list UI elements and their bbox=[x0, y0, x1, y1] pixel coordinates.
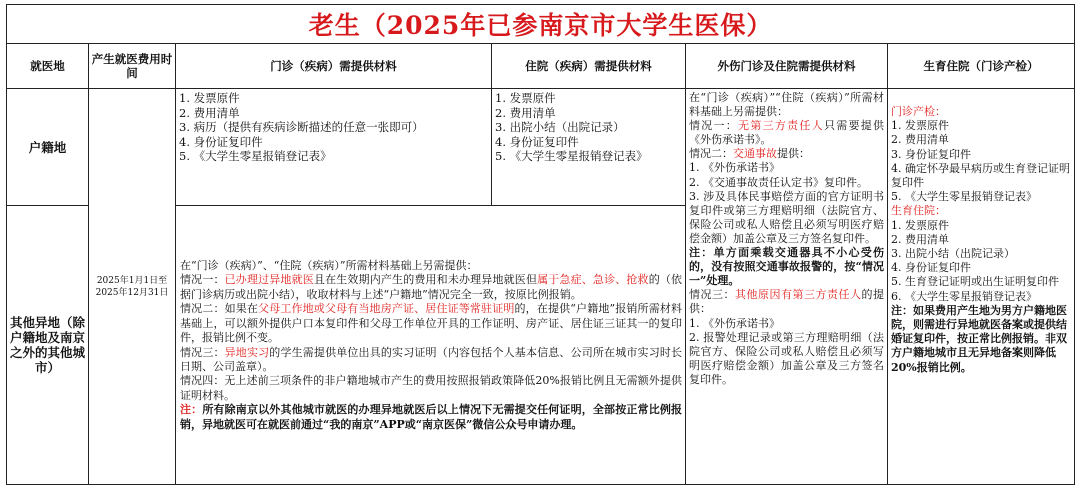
huji-outpatient-list bbox=[176, 89, 492, 206]
other-case-1: 情况一：已办理过异地就医且在生效期内产生的费用和未办理异地就医但属于急症、急诊、抢救的（依据门诊病历或出院小结），收取材料与上述“户籍地”情况完全一致，按原比例报销。 bbox=[180, 273, 683, 301]
maternity-note: 注：如果费用产生地为男方户籍地医院，则需进行异地就医备案或提供结婚证复印件，按正常比例报销。非双方户籍地城市且无异地备案则降低20%报销比例。 bbox=[891, 303, 1067, 374]
policy-table-container bbox=[6, 4, 1074, 485]
other-case-3: 情况三：异地实习的学生需提供单位出具的实习证明（内容包括个人基本信息、公司所在城市实习时长日期、公司盖章）。 bbox=[180, 345, 683, 373]
huji-inpatient-list bbox=[492, 89, 686, 206]
list-item: 4. 身份证复印件 bbox=[179, 134, 263, 149]
list-item: 1. 发票原件 bbox=[891, 119, 949, 133]
list-item: 2. 费用清单 bbox=[179, 105, 240, 120]
hospital-label: 生育住院： bbox=[891, 204, 946, 218]
list-item: 4. 身份证复印件 bbox=[891, 261, 971, 275]
other-note: 注：所有除南京以外其他城市就医的办理异地就医后以上情况下无需提交任何证明，全部按正常比例报销，异地就医可在就医前通过“我的南京”APP或“南京医保”微信公众号申请办理。 bbox=[180, 403, 683, 431]
list-item: 5. 《大学生零星报销登记表》 bbox=[495, 149, 648, 164]
list-item: 1. 发票原件 bbox=[495, 91, 556, 105]
injury-case-1-highlight: 无第三方责任人 bbox=[738, 119, 824, 133]
page-title: 老生（2025年已参南京市大学生医保） bbox=[7, 5, 1075, 44]
prenatal-label: 门诊产检： bbox=[891, 105, 946, 118]
time-range: 2025年1月1日至2025年12月31日 bbox=[95, 275, 169, 298]
other-case-1-highlight-a: 已办理过异地就医 bbox=[224, 273, 314, 287]
other-case-4: 情况四：无上述前三项条件的非户籍地城市产生的费用按照报销政策降低20%报销比例且无需额外提供证明材料。 bbox=[180, 374, 682, 402]
list-item: 4. 身份证复印件 bbox=[495, 134, 579, 149]
list-item: 1. 发票原件 bbox=[179, 91, 240, 105]
list-item: 4. 确定怀孕最早病历或生育登记证明复印件 bbox=[891, 161, 1070, 190]
row-huji bbox=[7, 89, 1075, 206]
header-inpatient: 住院（疾病）需提供材料 bbox=[492, 44, 686, 89]
list-item: 2. 费用清单 bbox=[495, 105, 556, 120]
injury-case-1: 情况一：无第三方责任人只需要提供《外伤承诺书》。 bbox=[689, 119, 885, 147]
header-place: 就医地 bbox=[7, 44, 89, 89]
injury-case-2: 情况二：交通事故提供： bbox=[689, 147, 810, 161]
header-maternity: 生育住院（门诊产检） bbox=[888, 44, 1075, 89]
other-intro: 在“门诊（疾病）”、“住院（疾病）”所需材料基础上另需提供： bbox=[180, 259, 478, 273]
list-item: 2. 费用清单 bbox=[891, 133, 949, 147]
other-note-prefix: 注： bbox=[180, 403, 203, 417]
list-item: 3. 身份证复印件 bbox=[891, 147, 971, 161]
list-item: 3. 病历（提供有疾病诊断描述的任意一张即可） bbox=[179, 120, 424, 135]
list-item: 3. 涉及具体民事赔偿方面的官方证明书复印件或第三方理赔明细（法院官方、保险公司或私人赔偿且必须写明医疗赔偿金额）加盖公章及三方签名复印件。 bbox=[689, 189, 884, 245]
list-item: 3. 出院小结（出院记录） bbox=[495, 120, 625, 135]
list-item: 2. 报警处理记录或第三方理赔明细（法院官方、保险公司或私人赔偿且必须写明医疗赔偿金额）加盖公章及三方签名复印件。 bbox=[689, 330, 884, 386]
list-item: 2. 《交通事故责任认定书》复印件。 bbox=[689, 175, 868, 189]
place-other: 其他异地（除户籍地及南京之外的其他城市） bbox=[7, 206, 89, 485]
injury-case-3-highlight: 其他原因有第三方责任人 bbox=[735, 288, 862, 302]
other-case-3-highlight: 异地实习 bbox=[224, 345, 270, 359]
other-case-2-highlight: 父母工作地或父母有当地房产证、居住证等常驻证明 bbox=[258, 302, 515, 316]
list-item: 2. 费用清单 bbox=[891, 232, 949, 246]
other-city-cell bbox=[176, 206, 686, 485]
list-item: 5. 《大学生零星报销登记表》 bbox=[891, 190, 1037, 204]
other-case-2: 情况二：如果在父母工作地或父母有当地房产证、居住证等常驻证明的，在提供“户籍地”报销所需材料基础上，可以额外提供户口本复印件和父母工作单位开具的工作证明、房产证、居住证三证其一的复印件，报销比例不变。 bbox=[180, 302, 683, 345]
other-case-1-highlight-b: 属于急症、急诊、抢救 bbox=[537, 273, 649, 287]
injury-cell bbox=[686, 89, 888, 485]
list-item: 6. 《大学生零星报销登记表》 bbox=[891, 289, 1037, 303]
injury-note: 注：单方面乘载交通器具不小心受伤的，没有按照交通事故报警的，按“情况一”处理。 bbox=[689, 246, 884, 288]
list-item: 5. 《大学生零星报销登记表》 bbox=[179, 149, 332, 164]
injury-intro: 在“门诊（疾病）”“住院（疾病）”所需材料基础上另需提供： bbox=[689, 91, 884, 119]
list-item: 5. 生育登记证明或出生证明复印件 bbox=[891, 275, 1059, 289]
list-item: 1. 《外伤承诺书》 bbox=[689, 161, 780, 175]
reimbursement-table bbox=[6, 4, 1075, 485]
list-item: 1. 《外伤承诺书》 bbox=[689, 316, 780, 330]
time-cell bbox=[89, 89, 176, 485]
header-time: 产生就医费用时间 bbox=[89, 44, 176, 89]
place-huji: 户籍地 bbox=[7, 89, 89, 206]
injury-case-3: 情况三：其他原因有第三方责任人的提供： bbox=[689, 288, 884, 316]
injury-case-2-highlight: 交通事故 bbox=[733, 147, 777, 161]
maternity-cell bbox=[888, 89, 1075, 485]
list-item: 3. 出院小结（出院记录） bbox=[891, 247, 1015, 261]
header-outpatient: 门诊（疾病）需提供材料 bbox=[176, 44, 492, 89]
header-injury: 外伤门诊及住院需提供材料 bbox=[686, 44, 888, 89]
header-row bbox=[7, 44, 1075, 89]
list-item: 1. 发票原件 bbox=[891, 218, 949, 232]
